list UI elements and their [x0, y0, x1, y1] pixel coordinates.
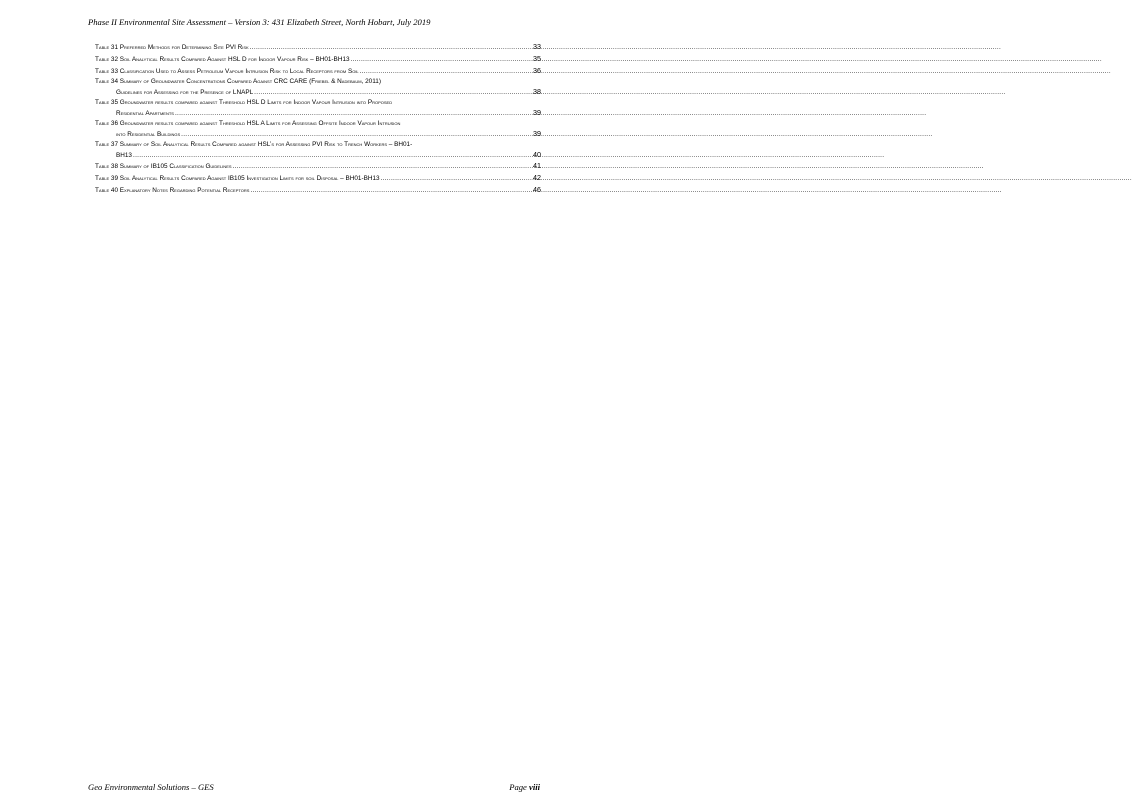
toc-page-number: 39 [533, 107, 541, 117]
footer-page-number: viii [529, 782, 540, 792]
toc-page-number: 33 [533, 42, 541, 51]
toc-dot-leader [351, 55, 532, 64]
toc-entry[interactable] [95, 54, 541, 64]
toc-entry-text: Table 31 Preferred Methods for Determining Site PVI Risk [95, 44, 249, 51]
toc-page-number: 36 [533, 65, 541, 75]
toc-entry[interactable] [95, 98, 541, 117]
toc-entry-text: Table 35 Groundwater results compared against Threshold HSL D Limits for Indoor Vapour Intrusion into Proposed [95, 99, 393, 107]
toc-entry-text: Table 36 Groundwater results compared against Threshold HSL A Limits for Assessing Offsite Indoor Vapour Intrusion [95, 120, 401, 128]
toc-entry-text: into Residential Buildings [116, 130, 181, 138]
toc-dot-leader [360, 67, 532, 76]
toc-dot-leader [175, 109, 532, 118]
toc-dot-leader [381, 174, 532, 183]
toc-page-number: 35 [533, 53, 541, 63]
table-of-contents [95, 42, 541, 195]
toc-entry-text: Table 32 Soil Analytical Results Compared Against HSL D for Indoor Vapour Risk – BH01-BH13 [95, 55, 350, 63]
toc-entry-text: BH13 [116, 151, 132, 159]
toc-page-number: 46 [533, 184, 541, 194]
toc-entry-text: Table 37 Summary of Soil Analytical Results Compared against HSL’s for Assessing PVI Risk to Trench Workers – BH01- [95, 141, 413, 149]
toc-entry[interactable] [95, 119, 541, 138]
toc-entry-text: Table 38 Summary of IB105 Classification Guidelines [95, 163, 232, 171]
toc-entry[interactable] [95, 77, 541, 96]
footer-page-label: Page [509, 782, 530, 792]
toc-page-number: 41 [533, 161, 541, 171]
toc-entry[interactable] [95, 161, 541, 171]
running-header: Phase II Environmental Site Assessment – Version 3: 431 Elizabeth Street, North Hobart, July 2019 [88, 17, 431, 27]
toc-entry[interactable] [95, 185, 541, 195]
toc-entry[interactable] [95, 66, 541, 76]
toc-page-number: 42 [533, 173, 541, 183]
toc-entry-text: Table 40 Explanatory Notes Regarding Potential Receptors [95, 186, 250, 194]
toc-page-number: 40 [533, 149, 541, 159]
toc-entry-text: Table 34 Summary of Groundwater Concentrations Compared Against CRC CARE (Friebel & Nadebaum, 2011) [95, 78, 381, 86]
toc-entry[interactable] [95, 173, 541, 183]
toc-page-number: 38 [533, 86, 541, 96]
toc-entry-text: Table 33 Classification Used to Assess Petroleum Vapour Intrusion Risk to Local Receptors from Soil [95, 67, 359, 75]
toc-entry[interactable] [95, 42, 541, 52]
toc-dot-leader [250, 43, 532, 52]
toc-entry[interactable] [95, 140, 541, 159]
toc-entry-text: Guidelines for Assessing for the Presence of LNAPL [116, 88, 254, 96]
toc-dot-leader [181, 130, 532, 139]
toc-dot-leader [233, 162, 532, 171]
toc-entry-text: Residential Apartments [116, 109, 174, 117]
toc-entry-text: Table 39 Soil Analytical Results Compared Against IB105 Investigation Limits for soil Disposal – BH01-BH13 [95, 175, 380, 183]
footer-company: Geo Environmental Solutions – GES [88, 782, 214, 792]
toc-page-number: 39 [533, 128, 541, 138]
toc-dot-leader [254, 88, 532, 97]
toc-dot-leader [250, 186, 532, 195]
toc-dot-leader [133, 151, 532, 160]
footer-page [509, 782, 540, 792]
